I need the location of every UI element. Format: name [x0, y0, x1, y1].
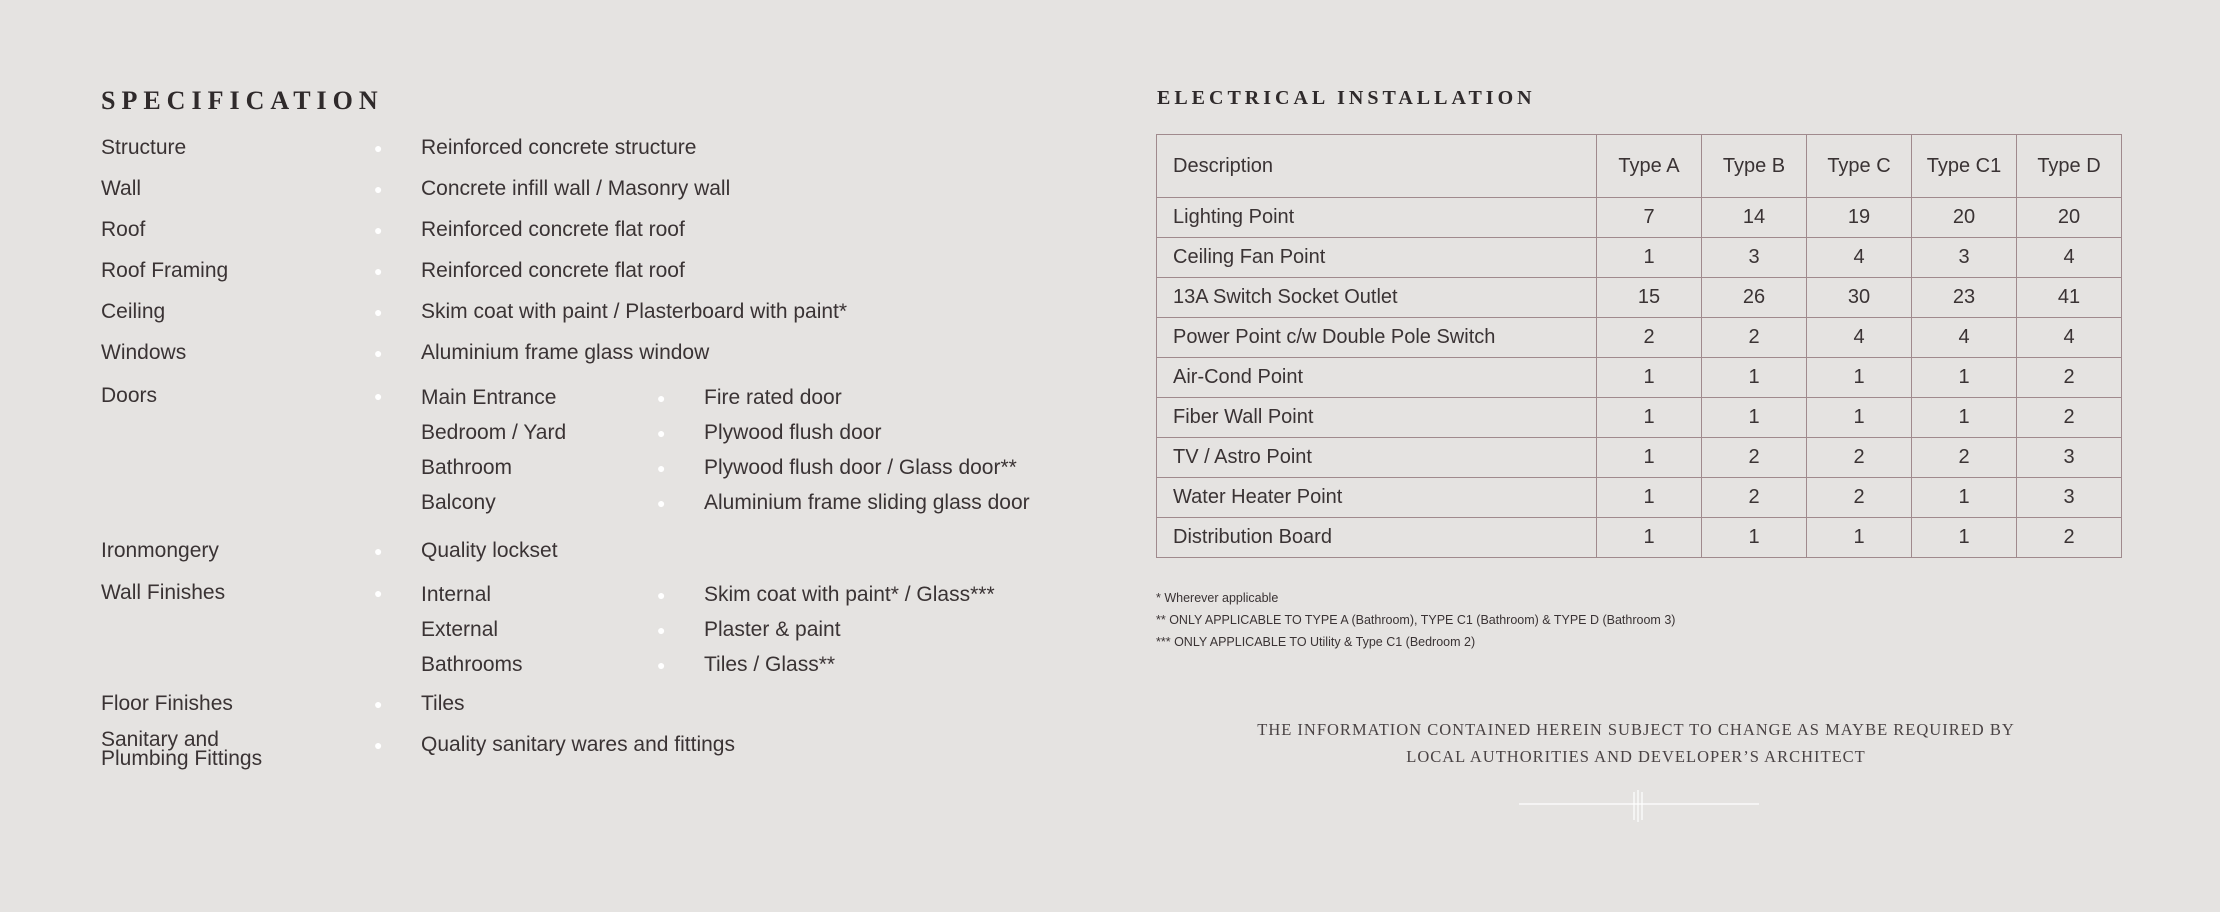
spec-value: Skim coat with paint / Plasterboard with paint*	[421, 300, 848, 323]
table-cell: 3	[2017, 478, 2122, 518]
sub-value: Plaster & paint	[704, 618, 841, 641]
spec-value: Reinforced concrete flat roof	[421, 259, 685, 282]
table-cell: 4	[2017, 318, 2122, 358]
electrical-installation-title: ELECTRICAL INSTALLATION	[1157, 87, 1536, 109]
sub-item	[101, 618, 1101, 642]
table-cell: Fiber Wall Point	[1157, 398, 1597, 438]
table-cell: 20	[1912, 198, 2017, 238]
footnote: ** ONLY APPLICABLE TO TYPE A (Bathroom), TYPE C1 (Bathroom) & TYPE D (Bathroom 3)	[1156, 613, 1676, 627]
bullet-icon: ●	[657, 495, 666, 511]
bullet-icon: ●	[657, 657, 666, 673]
bullet-icon: ●	[657, 622, 666, 638]
table-cell: 1	[1702, 358, 1807, 398]
bullet-icon: ●	[374, 304, 383, 320]
table-cell: 1	[1912, 358, 2017, 398]
electrical-table	[1156, 134, 2122, 558]
bullet-icon: ●	[657, 425, 666, 441]
table-cell: 15	[1597, 278, 1702, 318]
sub-label: Main Entrance	[421, 386, 557, 409]
table-row	[1157, 478, 2122, 518]
table-cell: 1	[1912, 478, 2017, 518]
table-cell: 1	[1597, 518, 1702, 558]
spec-label: Floor Finishes	[101, 692, 233, 715]
bullet-icon: ●	[374, 388, 383, 404]
disclaimer-line: LOCAL AUTHORITIES AND DEVELOPER’S ARCHITECT	[1406, 747, 1866, 766]
spec-value: Quality sanitary wares and fittings	[421, 733, 735, 756]
table-cell: 2	[1702, 318, 1807, 358]
sub-item	[101, 491, 1101, 515]
table-cell: 26	[1702, 278, 1807, 318]
table-cell: 1	[1597, 478, 1702, 518]
table-cell: 4	[2017, 238, 2122, 278]
spec-value: Reinforced concrete structure	[421, 136, 697, 159]
table-cell: 4	[1807, 318, 1912, 358]
table-cell: Ceiling Fan Point	[1157, 238, 1597, 278]
spec-label: Ceiling	[101, 300, 166, 323]
sub-label: Bedroom / Yard	[421, 421, 567, 444]
table-cell: 7	[1597, 198, 1702, 238]
spec-value: Tiles	[421, 692, 465, 715]
table-row	[1157, 198, 2122, 238]
column-header: Type A	[1597, 135, 1702, 198]
table-row	[1157, 318, 2122, 358]
sub-item	[101, 386, 1101, 410]
sub-item	[101, 421, 1101, 445]
table-cell: 2	[1597, 318, 1702, 358]
spec-label: Ironmongery	[101, 539, 219, 562]
spec-label: Structure	[101, 136, 187, 159]
sub-value: Tiles / Glass**	[704, 653, 836, 676]
sub-value: Skim coat with paint* / Glass***	[704, 583, 995, 606]
table-cell: Lighting Point	[1157, 198, 1597, 238]
table-cell: 20	[2017, 198, 2122, 238]
bullet-icon: ●	[657, 587, 666, 603]
table-cell: 1	[1702, 518, 1807, 558]
spec-label: Roof	[101, 218, 146, 241]
table-cell: 41	[2017, 278, 2122, 318]
table-cell: Distribution Board	[1157, 518, 1597, 558]
spec-label	[101, 728, 361, 772]
line-ornament-icon	[1519, 790, 1759, 822]
spec-label: Doors	[101, 384, 158, 407]
sub-item	[101, 456, 1101, 480]
footnote: * Wherever applicable	[1156, 591, 1279, 605]
spec-value: Aluminium frame glass window	[421, 341, 710, 364]
bullet-icon: ●	[374, 585, 383, 601]
column-header: Type C1	[1912, 135, 2017, 198]
table-cell: 2	[1807, 478, 1912, 518]
sub-label: Internal	[421, 583, 492, 606]
spec-value: Reinforced concrete flat roof	[421, 218, 685, 241]
table-cell: 1	[1807, 358, 1912, 398]
bullet-icon: ●	[657, 460, 666, 476]
table-row	[1157, 438, 2122, 478]
table-cell: 14	[1702, 198, 1807, 238]
table-cell: 1	[1702, 398, 1807, 438]
table-cell: 1	[1912, 518, 2017, 558]
table-cell: 3	[1702, 238, 1807, 278]
table-header-row	[1157, 135, 2122, 198]
footnote: *** ONLY APPLICABLE TO Utility & Type C1 (Bedroom 2)	[1156, 635, 1476, 649]
spec-label: Windows	[101, 341, 187, 364]
bullet-icon: ●	[374, 181, 383, 197]
bullet-icon: ●	[374, 140, 383, 156]
disclaimer	[1186, 716, 2086, 770]
bullet-icon: ●	[374, 345, 383, 361]
bullet-icon: ●	[657, 390, 666, 406]
table-cell: TV / Astro Point	[1157, 438, 1597, 478]
sub-label: Bathroom	[421, 456, 513, 479]
table-cell: 4	[1912, 318, 2017, 358]
bullet-icon: ●	[374, 222, 383, 238]
bullet-icon: ●	[374, 263, 383, 279]
table-cell: 1	[1807, 398, 1912, 438]
sub-value: Fire rated door	[704, 386, 842, 409]
sub-value: Plywood flush door / Glass door**	[704, 456, 1017, 479]
table-cell: 3	[2017, 438, 2122, 478]
table-cell: 1	[1597, 358, 1702, 398]
table-cell: Power Point c/w Double Pole Switch	[1157, 318, 1597, 358]
table-row	[1157, 238, 2122, 278]
table-cell: 4	[1807, 238, 1912, 278]
table-row	[1157, 398, 2122, 438]
sub-item	[101, 583, 1101, 607]
table-row	[1157, 358, 2122, 398]
spec-label-line2: Plumbing Fittings	[101, 747, 263, 770]
spec-value: Quality lockset	[421, 539, 558, 562]
table-row	[1157, 278, 2122, 318]
sub-label: Balcony	[421, 491, 496, 514]
bullet-icon: ●	[374, 696, 383, 712]
column-header: Type C	[1807, 135, 1912, 198]
table-cell: 2	[1807, 438, 1912, 478]
column-header: Description	[1157, 135, 1597, 198]
table-cell: Water Heater Point	[1157, 478, 1597, 518]
footnotes	[1156, 588, 1675, 654]
table-cell: 2	[1912, 438, 2017, 478]
sub-label: External	[421, 618, 499, 641]
spec-label: Wall Finishes	[101, 581, 226, 604]
column-header: Type B	[1702, 135, 1807, 198]
bullet-icon: ●	[374, 543, 383, 559]
table-cell: 2	[1702, 478, 1807, 518]
table-cell: 13A Switch Socket Outlet	[1157, 278, 1597, 318]
sub-label: Bathrooms	[421, 653, 523, 676]
table-cell: 19	[1807, 198, 1912, 238]
table-cell: 1	[1597, 398, 1702, 438]
table-cell: 2	[2017, 398, 2122, 438]
column-header: Type D	[2017, 135, 2122, 198]
spec-value: Concrete infill wall / Masonry wall	[421, 177, 731, 200]
spec-label-line1: Sanitary and	[101, 728, 219, 751]
bullet-icon: ●	[374, 737, 383, 753]
table-cell: 1	[1807, 518, 1912, 558]
spec-label: Roof Framing	[101, 259, 229, 282]
sub-value: Aluminium frame sliding glass door	[704, 491, 1030, 514]
table-cell: 2	[2017, 518, 2122, 558]
disclaimer-line: THE INFORMATION CONTAINED HEREIN SUBJECT TO CHANGE AS MAYBE REQUIRED BY	[1257, 720, 2015, 739]
table-cell: 2	[2017, 358, 2122, 398]
spec-label: Wall	[101, 177, 142, 200]
table-cell: 30	[1807, 278, 1912, 318]
table-cell: Air-Cond Point	[1157, 358, 1597, 398]
sub-item	[101, 653, 1101, 677]
specification-title: SPECIFICATION	[101, 86, 384, 115]
table-cell: 1	[1597, 238, 1702, 278]
table-cell: 1	[1597, 438, 1702, 478]
table-cell: 1	[1912, 398, 2017, 438]
sub-value: Plywood flush door	[704, 421, 882, 444]
table-cell: 2	[1702, 438, 1807, 478]
table-cell: 23	[1912, 278, 2017, 318]
table-row	[1157, 518, 2122, 558]
table-cell: 3	[1912, 238, 2017, 278]
